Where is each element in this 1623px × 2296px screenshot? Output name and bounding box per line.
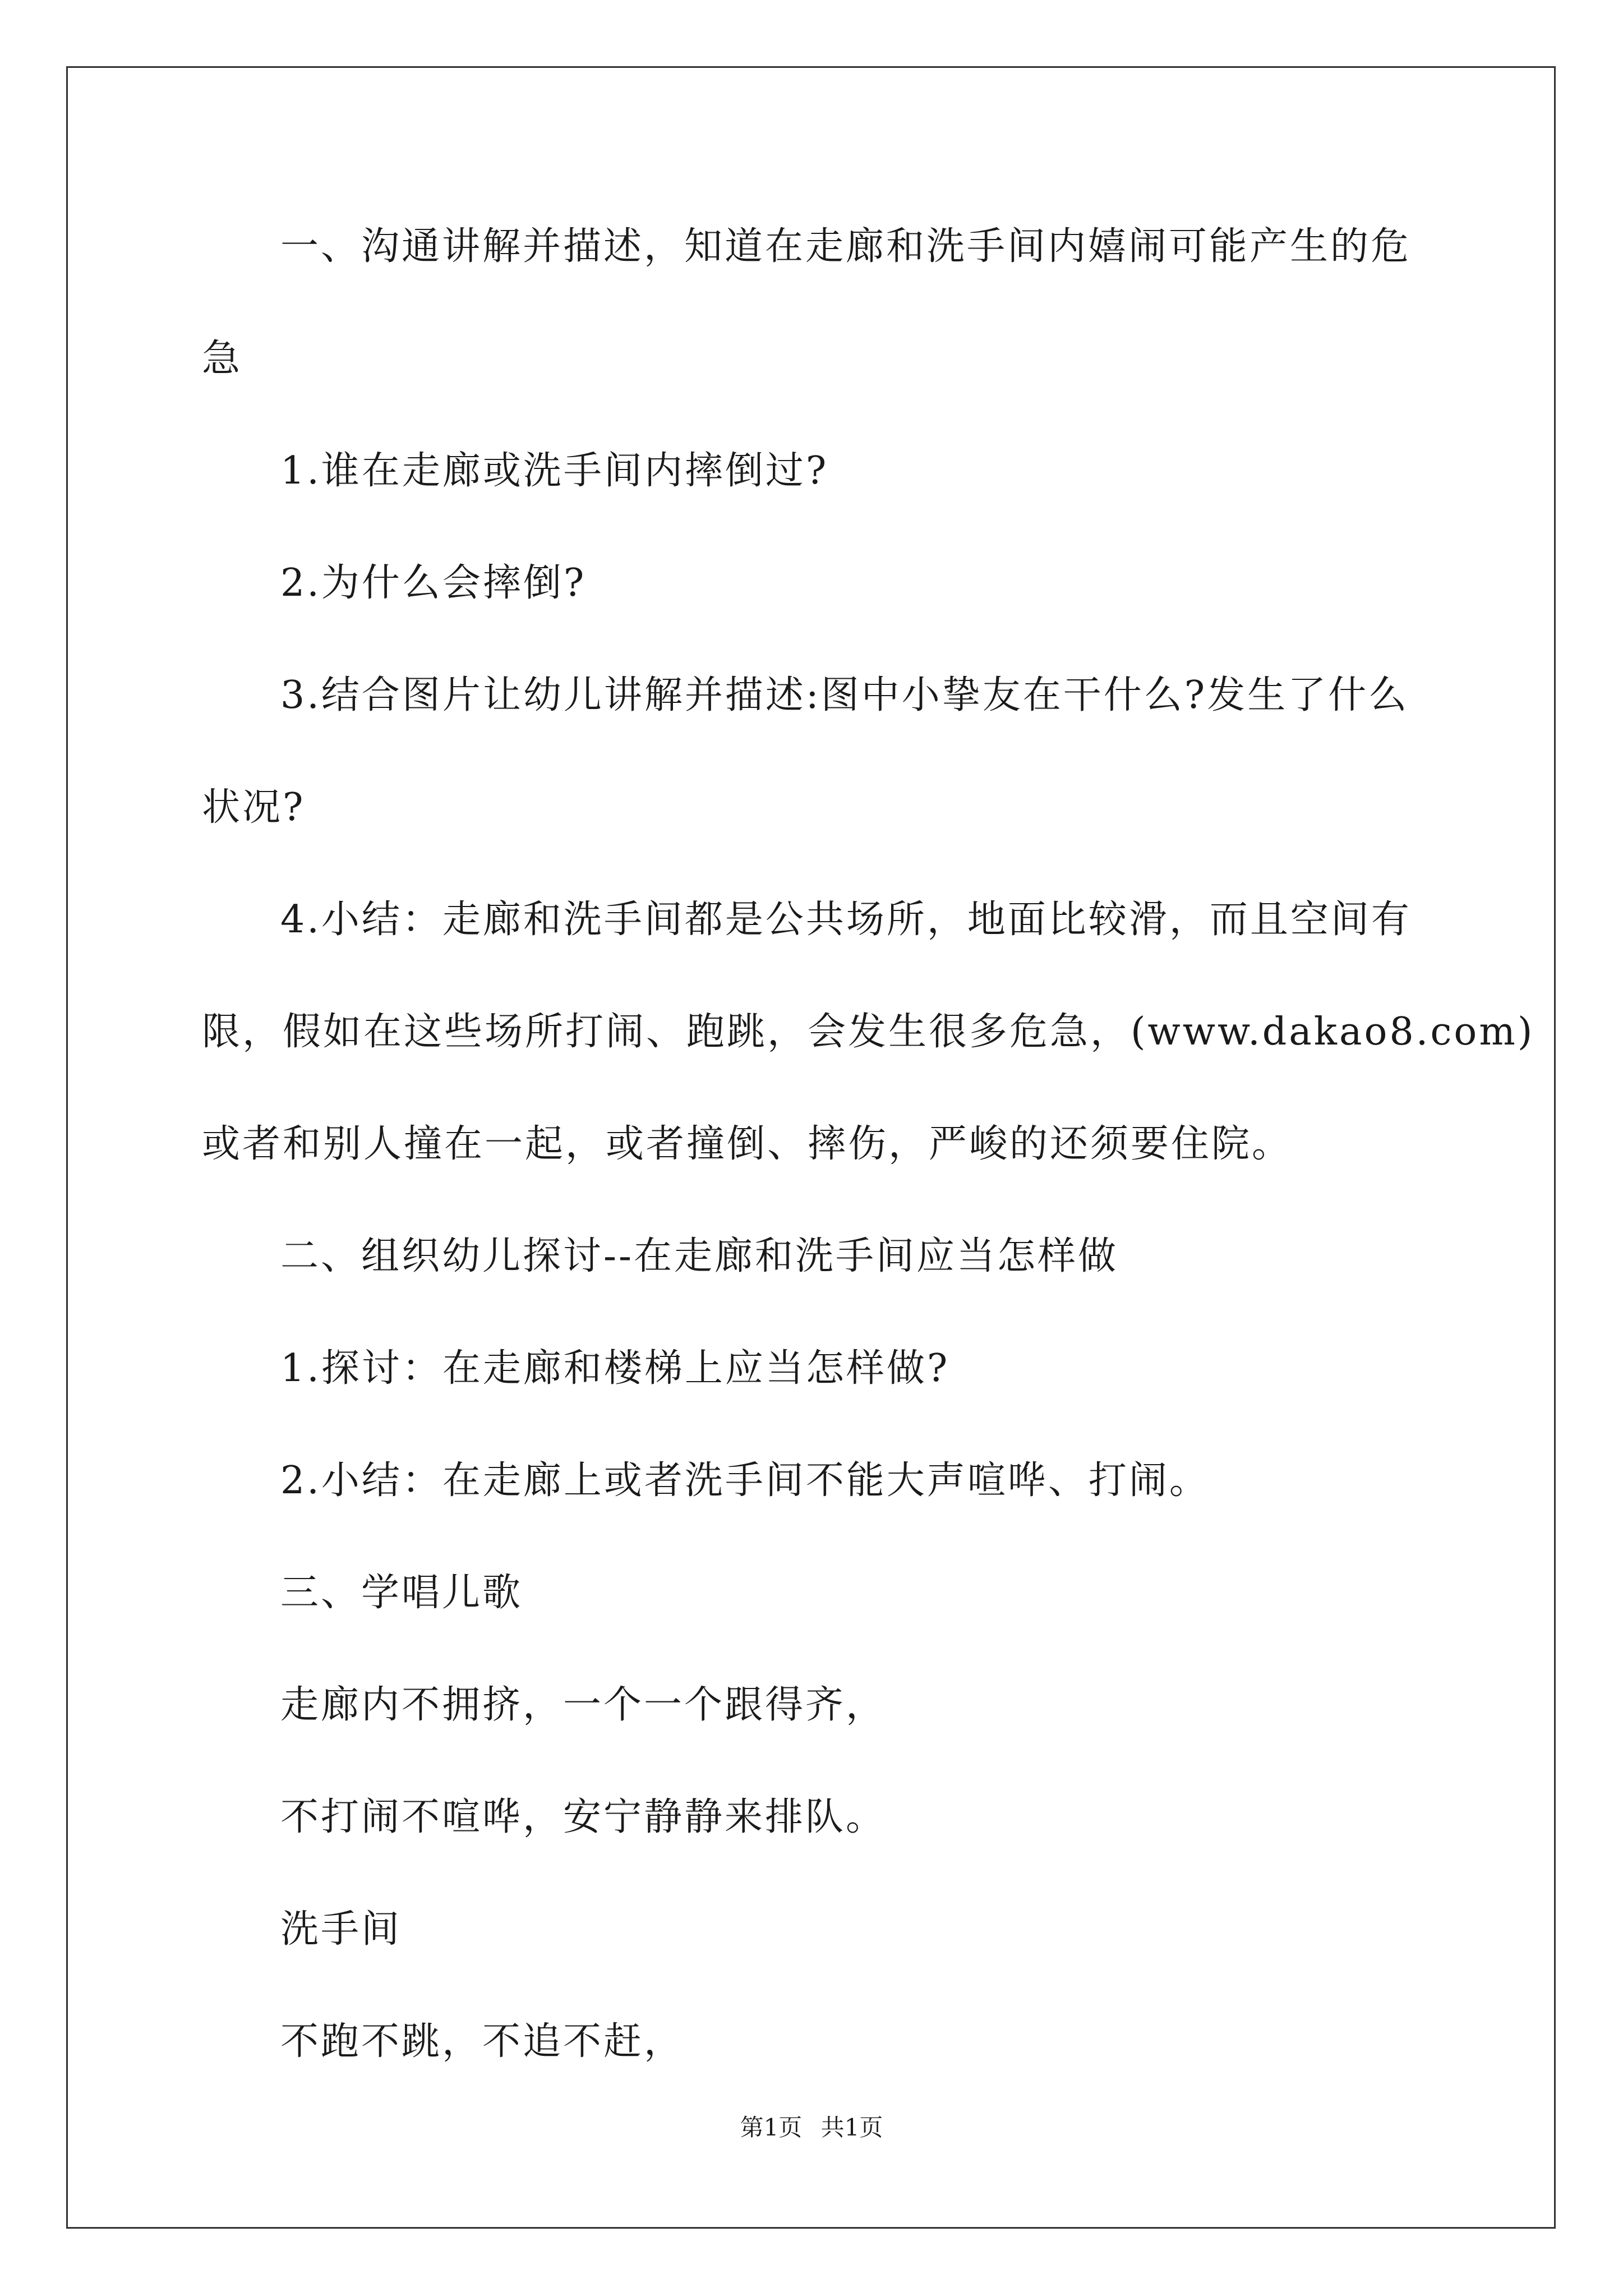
- paragraph-line: 三、学唱儿歌: [280, 1571, 523, 1615]
- paragraph-line: 1.探讨：在走廊和楼梯上应当怎样做?: [280, 1346, 950, 1391]
- paragraph-line: 3.结合图片让幼儿讲解并描述:图中小挚友在干什么?发生了什么: [280, 673, 1409, 717]
- page-number-current: 第1页: [740, 2114, 803, 2141]
- paragraph-line: 状况?: [202, 785, 306, 830]
- paragraph-line: 急: [202, 337, 243, 381]
- paragraph-line: 二、组织幼儿探讨--在走廊和洗手间应当怎样做: [280, 1234, 1118, 1278]
- paragraph-line: 2.小结：在走廊上或者洗手间不能大声喧哗、打闹。: [280, 1458, 1210, 1503]
- paragraph-line: 1.谁在走廊或洗手间内摔倒过?: [280, 449, 829, 493]
- paragraph-line: 一、沟通讲解并描述，知道在走廊和洗手间内嬉闹可能产生的危: [280, 224, 1412, 269]
- page-number-total: 共1页: [820, 2114, 883, 2141]
- paragraph-line: 走廊内不拥挤，一个一个跟得齐，: [280, 1683, 887, 1727]
- paragraph-line: 或者和别人撞在一起，或者撞倒、摔伤，严峻的还须要住院。: [202, 1122, 1293, 1166]
- paragraph-line: 不跑不跳，不追不赶，: [280, 2019, 685, 2064]
- paragraph-line: 2.为什么会摔倒?: [280, 561, 587, 605]
- paragraph-line: 限，假如在这些场所打闹、跑跳，会发生很多危急，(www.dakao8.com): [202, 1010, 1535, 1054]
- paragraph-line: 洗手间: [280, 1907, 402, 1952]
- paragraph-line: 4.小结：走廊和洗手间都是公共场所，地面比较滑，而且空间有: [280, 898, 1412, 942]
- page-footer: [0, 2109, 1623, 2143]
- paragraph-line: 不打闹不喧哗，安宁静静来排队。: [280, 1795, 887, 1839]
